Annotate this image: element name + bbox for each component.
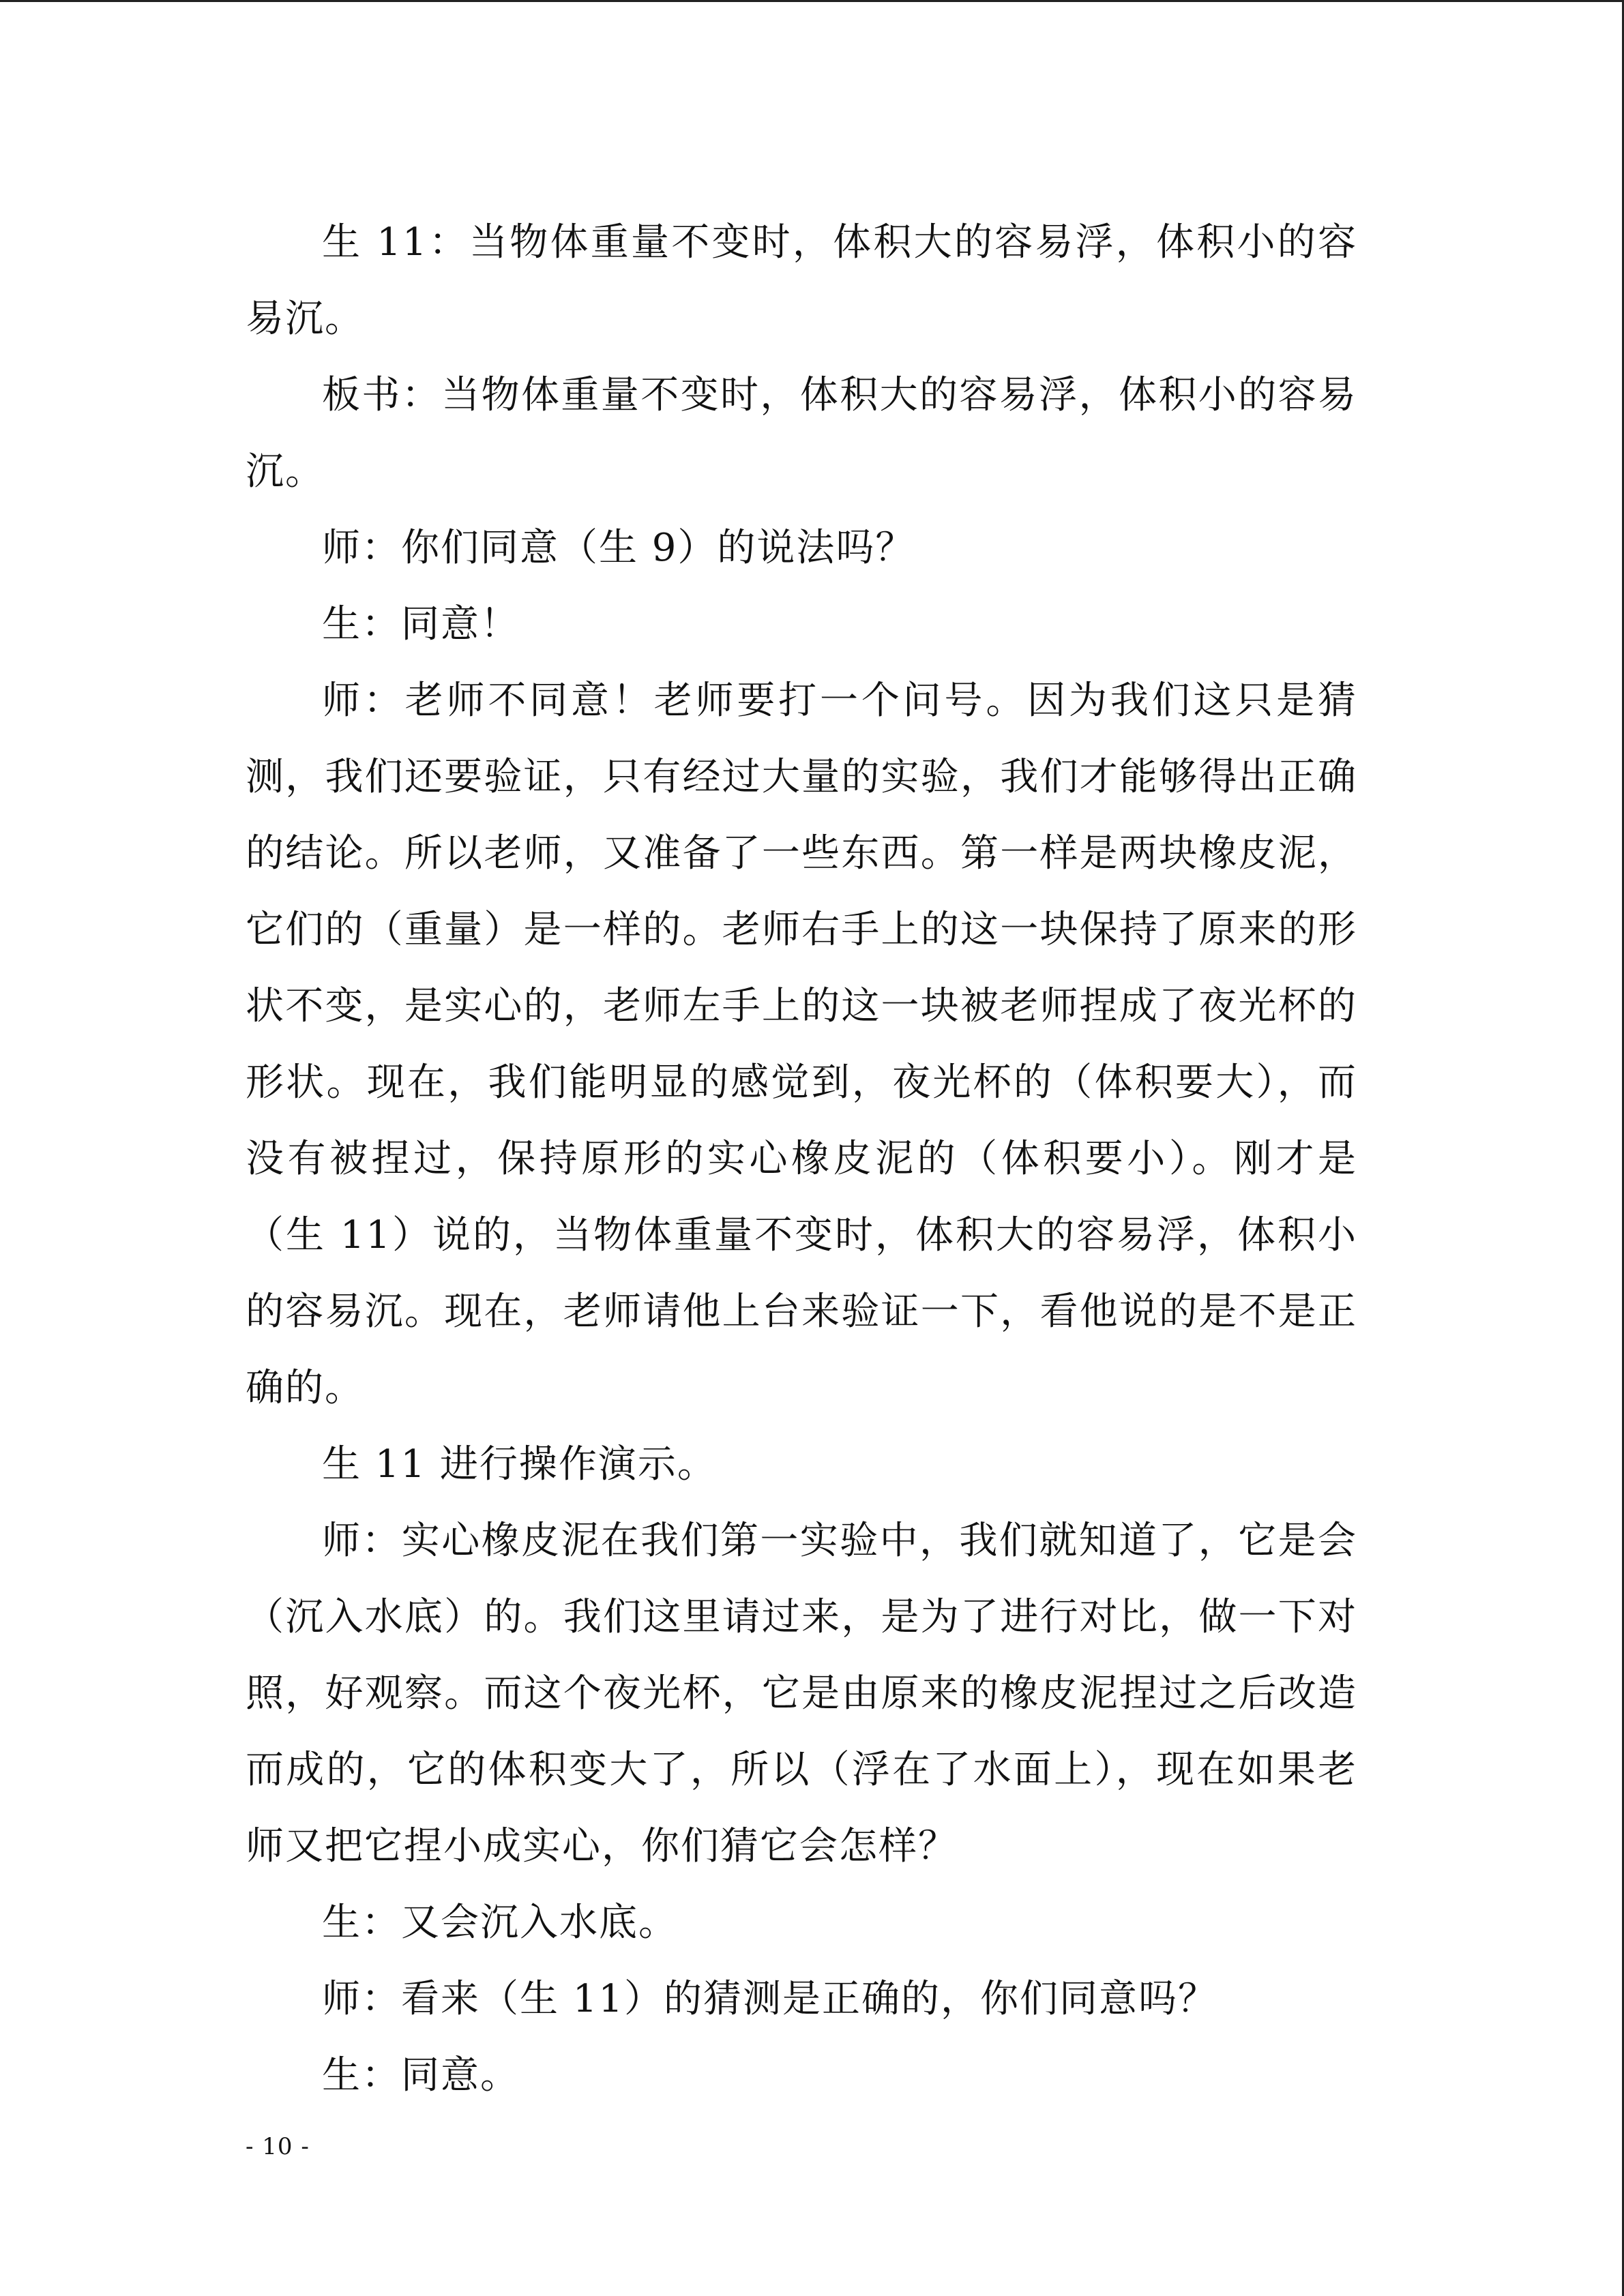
paragraph-student-answer: 生：又会沉入水底。 <box>322 1900 678 1945</box>
page-number: - 10 - <box>246 2133 310 2160</box>
paragraph-teacher-question: 师：你们同意（生 9）的说法吗？ <box>322 526 915 570</box>
document-body <box>246 205 1357 2114</box>
paragraph-teacher-comparison: 师：实心橡皮泥在我们第一实验中，我们就知道了，它是会（沉入水底）的。我们这里请过来，是为了进行对比，做一下对照，好观察。而这个夜光杯，它是由原来的橡皮泥捏过之后改造而成的，它的体积变大了，所以（浮在了水面上），现在如果老师又把它捏小成实心，你们猜它会怎样？ <box>246 1519 1357 1868</box>
paragraph-student-agree: 生：同意！ <box>322 602 520 646</box>
paragraph-student-demo: 生 11 进行操作演示。 <box>322 1442 717 1487</box>
paragraph-teacher-explanation: 师：老师不同意！老师要打一个问号。因为我们这只是猜测，我们还要验证，只有经过大量的实验，我们才能够得出正确的结论。所以老师，又准备了一些东西。第一样是两块橡皮泥，它们的（重量）是一样的。老师右手上的这一块保持了原来的形状不变，是实心的，老师左手上的这一块被老师捏成了夜光杯的形状。现在，我们能明显的感觉到，夜光杯的（体积要大），而没有被捏过，保持原形的实心橡皮泥的（体积要小）。刚才是（生 11）说的，当物体重量不变时，体积大的容易浮，体积小的容易沉。现在，老师请他上台来验证一下，看他说的是不是正确的。 <box>246 679 1357 1410</box>
top-border-line <box>0 0 1624 2</box>
paragraph-teacher-confirm: 师：看来（生 11）的猜测是正确的，你们同意吗？ <box>322 1977 1218 2021</box>
paragraph-student-final-agree: 生：同意。 <box>322 2053 520 2098</box>
paragraph-student-11-claim: 生 11：当物体重量不变时，体积大的容易浮，体积小的容易沉。 <box>246 220 1357 341</box>
paragraph-blackboard-note: 板书：当物体重量不变时，体积大的容易浮，体积小的容易沉。 <box>246 373 1357 494</box>
